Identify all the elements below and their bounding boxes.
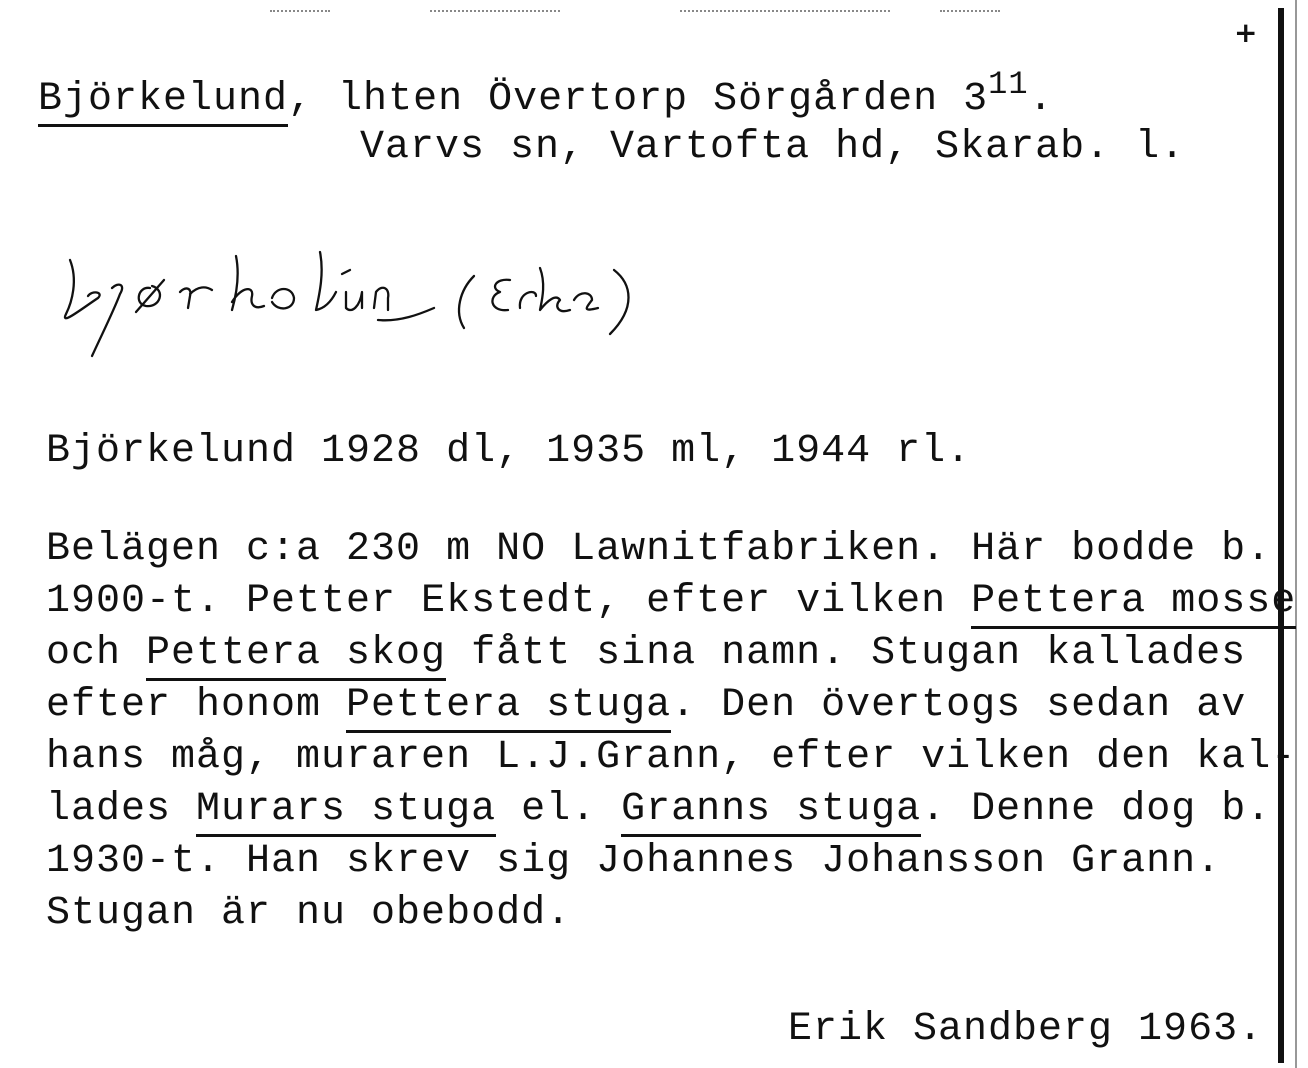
card-right-edge <box>1278 8 1284 1063</box>
top-dotted-mark <box>270 10 330 12</box>
card-right-edge-shadow <box>1295 0 1297 1068</box>
header-location: , lhten Övertorp Sörgården 3 <box>288 77 989 122</box>
body-line-8: Stugan är nu obebodd. <box>46 891 572 936</box>
body-line-6 <box>46 787 1272 832</box>
body-text: lades <box>46 787 197 832</box>
body-text: och <box>46 631 147 676</box>
body-line-7: 1930-t. Han skrev sig Johannes Johansson Grann. <box>46 839 1222 884</box>
body-line-2 <box>46 579 1297 624</box>
place-name: Björkelund <box>38 77 288 127</box>
records-line: Björkelund 1928 dl, 1935 ml, 1944 rl. <box>46 429 972 474</box>
top-dotted-mark <box>430 10 560 12</box>
body-line-3 <box>46 631 1247 676</box>
header-superscript: 11 <box>988 66 1029 103</box>
handwritten-transcription <box>40 230 720 370</box>
body-text: . Denne dog b. <box>921 787 1272 832</box>
top-dotted-mark <box>940 10 1000 12</box>
header-line-2: Varvs sn, Vartofta hd, Skarab. l. <box>360 125 1186 170</box>
body-line-4 <box>46 683 1247 728</box>
header-line-1 <box>38 66 1054 122</box>
top-dotted-mark <box>680 10 890 12</box>
underlined-place-name: Pettera skog <box>146 631 446 681</box>
body-text: fått sina namn. Stugan kallades <box>446 631 1247 676</box>
body-text: . Den övertogs sedan av <box>671 683 1247 728</box>
underlined-place-name: Pettera stuga <box>346 683 671 733</box>
signature: Erik Sandberg 1963. <box>788 1007 1264 1052</box>
underlined-place-name: Murars stuga <box>196 787 496 837</box>
underlined-place-name: Granns stuga <box>621 787 921 837</box>
plus-mark: + <box>1234 16 1258 49</box>
body-text: el. <box>496 787 622 832</box>
body-line-1: Belägen c:a 230 m NO Lawnitfabriken. Här bodde b. <box>46 527 1272 572</box>
underlined-place-name: Pettera mosse <box>971 579 1296 629</box>
header-period: . <box>1028 77 1054 122</box>
body-text: 1900-t. Petter Ekstedt, efter vilken <box>46 579 972 624</box>
body-line-5: hans måg, muraren L.J.Grann, efter vilken den kal- <box>46 735 1297 780</box>
body-text: efter honom <box>46 683 347 728</box>
